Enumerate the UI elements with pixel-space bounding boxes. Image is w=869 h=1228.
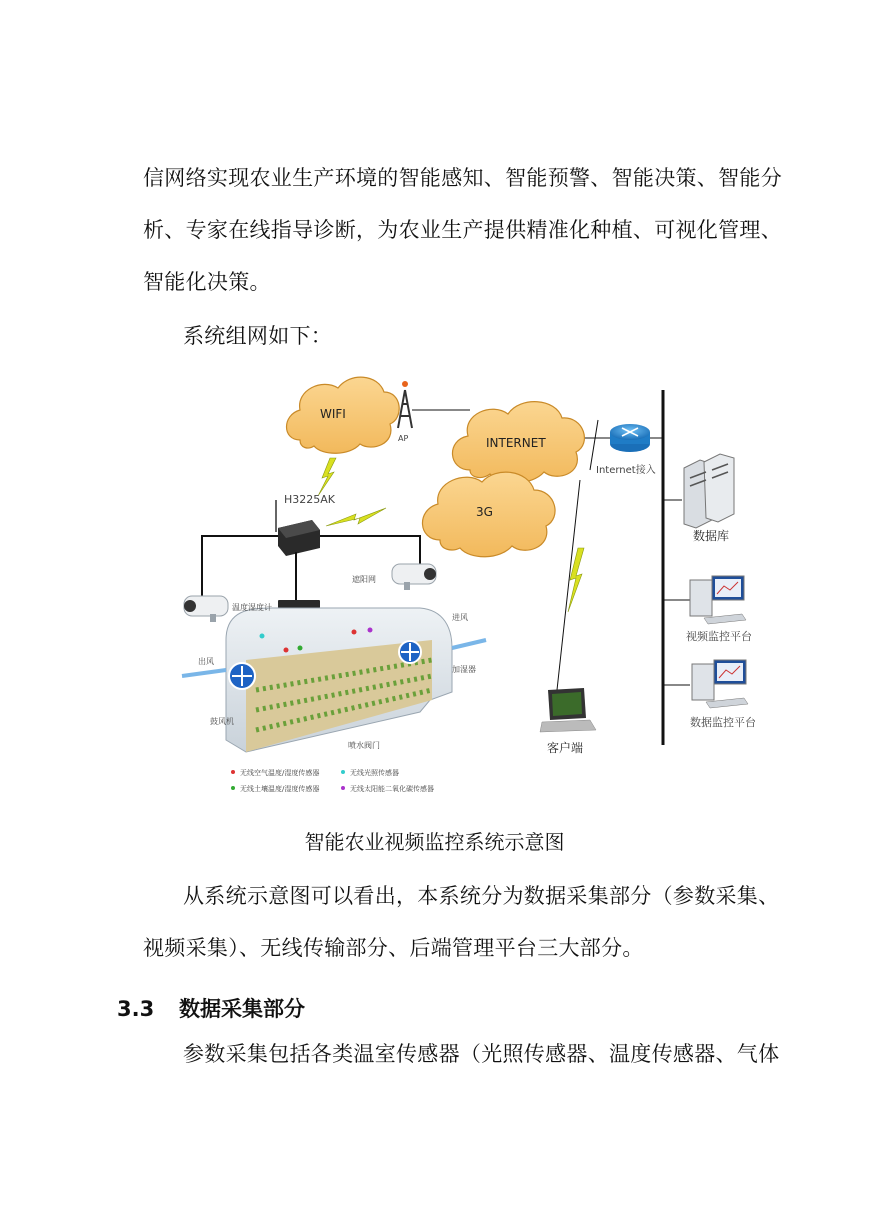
gateway-device-icon: [276, 493, 336, 556]
sensor-legend: [231, 768, 434, 793]
fan-label: 鼓风机: [210, 717, 234, 726]
video-platform-pc-icon: [686, 576, 752, 643]
legend-item: 无线太阳能二氧化碳传感器: [350, 785, 434, 793]
section-heading: [117, 993, 305, 1023]
wifi-label: WIFI: [320, 407, 346, 421]
lightning-icon: [326, 508, 386, 526]
inlet-label: 进风: [452, 613, 468, 622]
temp-humidity-label: 温度湿度计: [232, 603, 272, 612]
section-number: 3.3: [117, 997, 155, 1021]
paragraph-line: 系统组网如下：: [183, 324, 333, 348]
ap-label: AP: [398, 434, 409, 443]
legend-item: 无线空气温度/湿度传感器: [240, 769, 320, 777]
camera-icon: [184, 596, 228, 622]
figure-caption: 智能农业视频监控系统示意图: [304, 830, 565, 854]
laptop-icon: [540, 688, 596, 755]
paragraph-line: 信网络实现农业生产环境的智能感知、智能预警、智能决策、智能分: [143, 166, 782, 190]
internet-label: INTERNET: [486, 436, 546, 450]
data-platform-label: 数据监控平台: [690, 716, 756, 729]
3g-cloud: [422, 472, 555, 557]
internet-cloud: [452, 402, 584, 483]
wifi-cloud: [287, 377, 400, 453]
ap-tower-icon: [398, 381, 412, 443]
gateway-label: H3225AK: [284, 493, 336, 506]
paragraph-line: 智能化决策。: [143, 270, 271, 294]
paragraph-line: 参数采集包括各类温室传感器（光照传感器、温度传感器、气体: [183, 1042, 780, 1066]
humidifier-label: 加湿器: [452, 665, 476, 674]
paragraph-line: 视频采集）、无线传输部分、后端管理平台三大部分。: [143, 936, 644, 960]
lightning-icon: [318, 458, 336, 496]
router-label: Internet接入: [596, 465, 656, 476]
outlet-label: 出风: [198, 657, 214, 666]
legend-item: 无线光照传感器: [350, 769, 399, 777]
paragraph-line: 析、专家在线指导诊断，为农业生产提供精准化种植、可视化管理、: [143, 218, 782, 242]
video-platform-label: 视频监控平台: [686, 630, 752, 643]
lightning-icon: [568, 548, 584, 612]
shade-net-label: 遮阳网: [352, 575, 376, 584]
section-title: 数据采集部分: [179, 997, 305, 1021]
database-label: 数据库: [693, 529, 730, 543]
data-platform-pc-icon: [690, 660, 756, 729]
paragraph-line: 从系统示意图可以看出，本系统分为数据采集部分（参数采集、: [183, 884, 780, 908]
camera-icon: [392, 564, 436, 590]
3g-label: 3G: [476, 505, 493, 519]
client-label: 客户端: [547, 741, 584, 755]
database-server-icon: [684, 454, 734, 543]
router-icon: [596, 424, 656, 476]
legend-item: 无线土壤温度/湿度传感器: [240, 785, 320, 793]
sprinkler-label: 喷水阀门: [348, 741, 380, 750]
